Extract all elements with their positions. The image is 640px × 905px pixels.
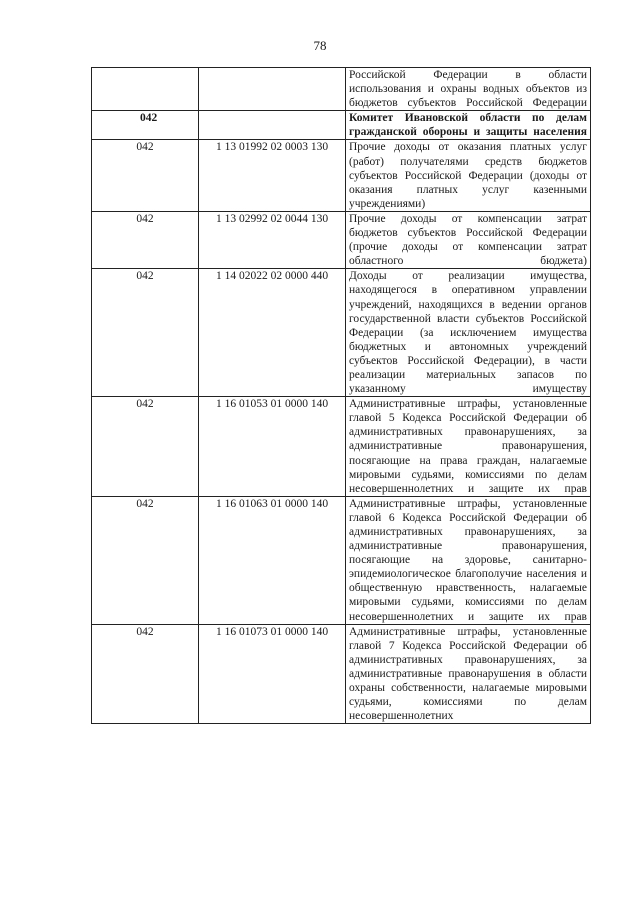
administrator-name-cell: Комитет Ивановской области по делам гражданской обороны и защиты населения	[346, 111, 591, 140]
revenue-description-cell: Российской Федерации в области использования и охраны водных объектов из бюджетов субъектов Российской Федерации	[346, 68, 591, 111]
revenue-description-cell: Прочие доходы от компенсации затрат бюджетов субъектов Российской Федерации (прочие доходы от компенсации затрат областного бюджета)	[346, 211, 591, 268]
admin-code-cell: 042	[92, 211, 199, 268]
page-number: 78	[313, 38, 327, 53]
kbk-code-cell: 1 16 01053 01 0000 140	[199, 397, 346, 497]
kbk-code-cell: 1 16 01073 01 0000 140	[199, 624, 346, 724]
kbk-code-cell: 1 13 02992 02 0044 130	[199, 211, 346, 268]
revenue-description-cell: Доходы от реализации имущества, находящегося в оперативном управлении учреждений, находящихся в ведении органов государственной власти субъектов Российской Федерации (за исключением имущества бюджетных и автономных учреждений субъектов Российской Федерации), в части реализации материальных запасов по указанному имуществу	[346, 269, 591, 397]
table-row	[92, 68, 591, 111]
kbk-code-cell: 1 16 01063 01 0000 140	[199, 496, 346, 624]
table-row	[92, 140, 591, 211]
kbk-code-cell: 1 13 01992 02 0003 130	[199, 140, 346, 211]
admin-code-cell: 042	[92, 140, 199, 211]
admin-code-cell: 042	[92, 397, 199, 497]
table-row	[92, 397, 591, 497]
revenue-description-cell: Административные штрафы, установленные главой 6 Кодекса Российской Федерации об административных правонарушениях, за административные правонарушения, посягающие на здоровье, санитарно-эпидемиологическое благополучие населения и общественную нравственность, налагаемые мировыми судьями, комиссиями по делам несовершеннолетних и защите их прав	[346, 496, 591, 624]
kbk-code-cell	[199, 68, 346, 111]
table-row	[92, 269, 591, 397]
revenue-description-cell: Административные штрафы, установленные главой 7 Кодекса Российской Федерации об административных правонарушениях, за административные правонарушения в области охраны собственности, налагаемые мировыми судьями, комиссиями по делам несовершеннолетних	[346, 624, 591, 724]
admin-code-cell: 042	[92, 624, 199, 724]
admin-code-cell: 042	[92, 111, 199, 140]
table-row-section-header	[92, 111, 591, 140]
admin-code-cell	[92, 68, 199, 111]
revenue-description-cell: Административные штрафы, установленные главой 5 Кодекса Российской Федерации об административных правонарушениях, за административные правонарушения, посягающие на права граждан, налагаемые мировыми судьями, комиссиями по делам несовершеннолетних и защите их прав	[346, 397, 591, 497]
kbk-code-cell	[199, 111, 346, 140]
kbk-code-cell: 1 14 02022 02 0000 440	[199, 269, 346, 397]
table-row	[92, 624, 591, 724]
revenue-description-cell: Прочие доходы от оказания платных услуг (работ) получателями средств бюджетов субъектов Российской Федерации (доходы от оказания платных услуг казенными учреждениями)	[346, 140, 591, 211]
revenue-codes-table	[91, 67, 591, 724]
admin-code-cell: 042	[92, 496, 199, 624]
admin-code-cell: 042	[92, 269, 199, 397]
table-row	[92, 496, 591, 624]
table-row	[92, 211, 591, 268]
